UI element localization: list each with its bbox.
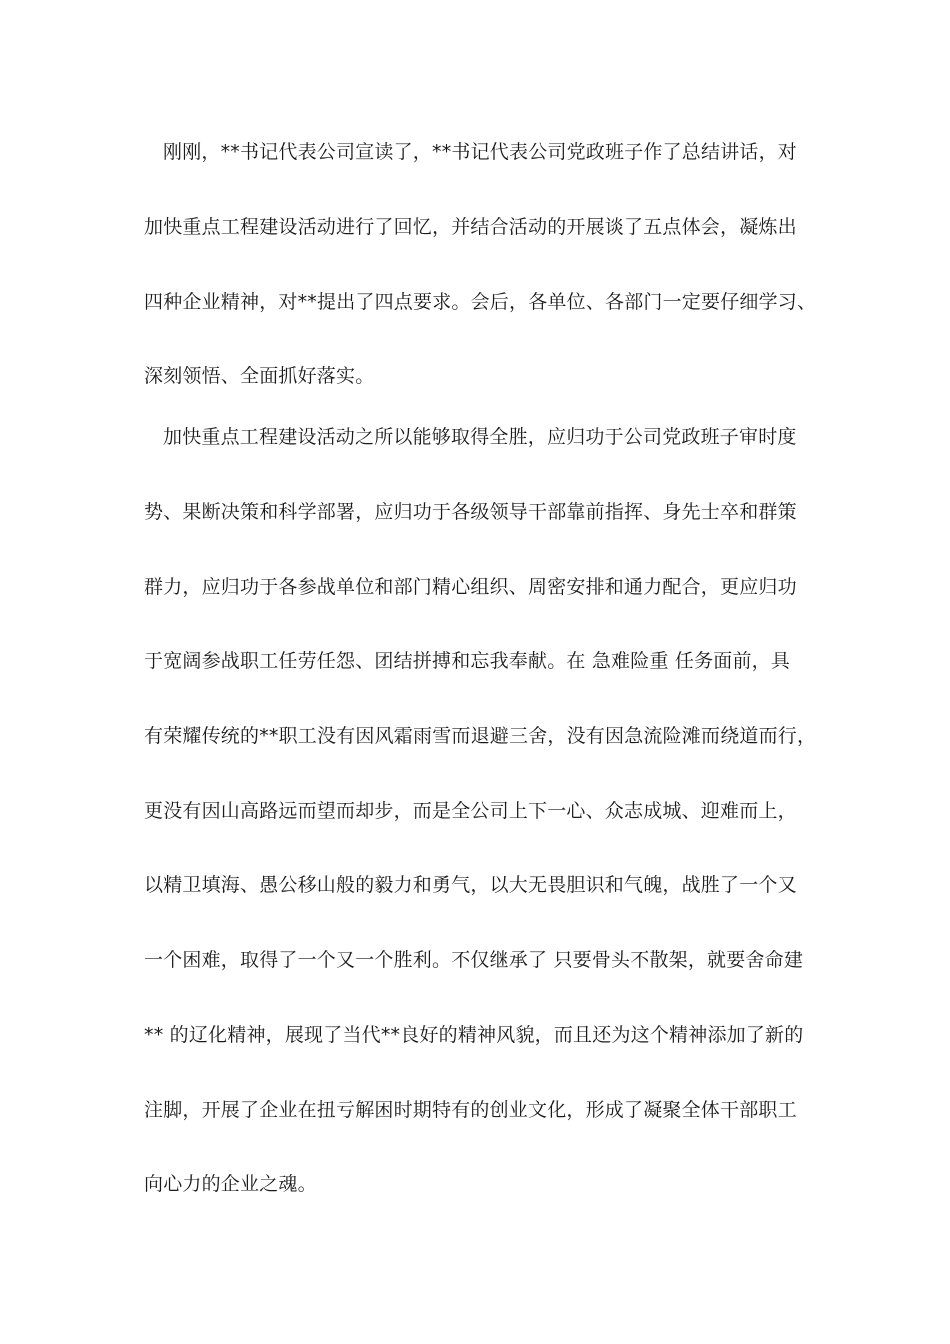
paragraph-2-line-1: 加快重点工程建设活动之所以能够取得全胜，应归功于公司党政班子审时度	[163, 426, 797, 448]
paragraph-2-line-3: 群力，应归功于各参战单位和部门精心组织、周密安排和通力配合，更应归功	[144, 576, 797, 598]
paragraph-1-line-3: 四种企业精神，对**提出了四点要求。会后，各单位、各部门一定要仔细学习、	[144, 291, 817, 313]
paragraph-2-line-7: 以精卫填海、愚公移山般的毅力和勇气，以大无畏胆识和气魄，战胜了一个又	[144, 874, 797, 896]
paragraph-2-line-6: 更没有因山高路远而望而却步，而是全公司上下一心、众志成城、迎难而上，	[144, 800, 797, 822]
paragraph-2-line-11: 向心力的企业之魂。	[144, 1173, 317, 1195]
paragraph-2-line-2: 势、果断决策和科学部署，应归功于各级领导干部靠前指挥、身先士卒和群策	[144, 501, 797, 523]
paragraph-1-line-4: 深刻领悟、全面抓好落实。	[144, 365, 375, 387]
paragraph-2-line-9: ** 的辽化精神，展现了当代**良好的精神风貌，而且还为这个精神添加了新的	[144, 1024, 804, 1046]
paragraph-2-line-4: 于宽阔参战职工任劳任怨、团结拼搏和忘我奉献。在 急难险重 任务面前，具	[144, 650, 791, 672]
paragraph-2-line-5: 有荣耀传统的**职工没有因风霜雨雪而退避三舍，没有因急流险滩而绕道而行，	[144, 725, 817, 747]
paragraph-2-line-8: 一个困难，取得了一个又一个胜利。不仅继承了 只要骨头不散架，就要舍命建	[144, 949, 804, 971]
paragraph-2-line-10: 注脚，开展了企业在扭亏解困时期特有的创业文化，形成了凝聚全体干部职工	[144, 1099, 797, 1121]
paragraph-1-line-1: 刚刚，**书记代表公司宣读了，**书记代表公司党政班子作了总结讲话，对	[163, 141, 798, 163]
paragraph-1-line-2: 加快重点工程建设活动进行了回忆，并结合活动的开展谈了五点体会，凝炼出	[144, 216, 797, 238]
